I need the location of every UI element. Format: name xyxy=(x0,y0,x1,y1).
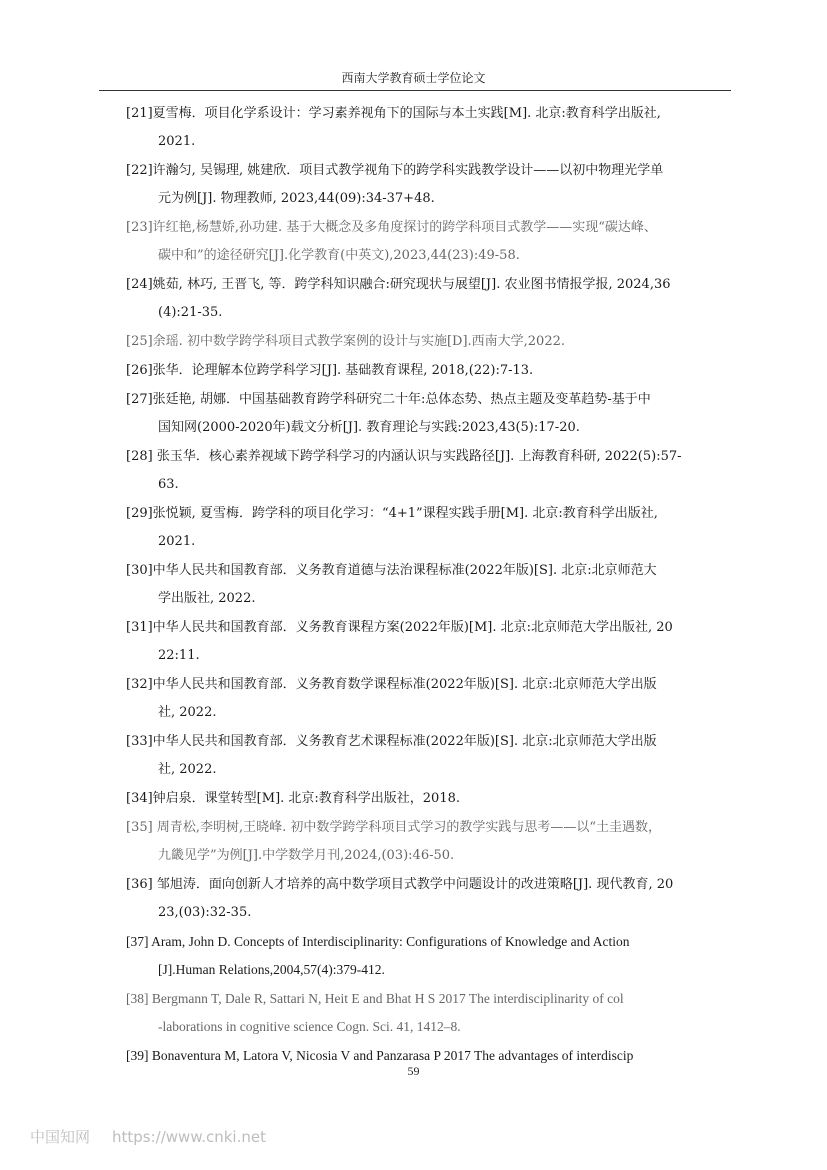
reference-item xyxy=(126,386,726,442)
header-title: 西南大学教育硕士学位论文 xyxy=(341,71,486,85)
reference-item xyxy=(126,357,726,385)
reference-continuation: [J].Human Relations,2004,57(4):379-412. xyxy=(158,962,385,977)
reference-text: [35] 周青松,李明树,王晓峰. 初中数学跨学科项目式学习的教学实践与思考——以“土圭遇数， xyxy=(126,820,661,835)
reference-continuation: 元为例[J]. 物理教师, 2023,44(09):34-37+48. xyxy=(158,191,435,206)
reference-item xyxy=(126,328,726,356)
reference-text: [30]中华人民共和国教育部．义务教育道德与法治课程标准(2022年版)[S]. 北京:北京师范大 xyxy=(126,563,657,578)
reference-item xyxy=(126,271,726,327)
reference-item xyxy=(126,614,726,670)
reference-text: [31]中华人民共和国教育部．义务教育课程方案(2022年版)[M]. 北京:北京师范大学出版社, 20 xyxy=(126,620,673,635)
reference-continuation: 学出版社, 2022. xyxy=(158,591,256,606)
reference-continuation: (4):21-35. xyxy=(158,305,223,320)
reference-text: [34]钟启泉．课堂转型[M]. 北京:教育科学出版社，2018. xyxy=(126,791,461,806)
reference-text: [24]姚茹, 林巧, 王晋飞, 等．跨学科知识融合:研究现状与展望[J]. 农业图书情报学报, 2024,36 xyxy=(126,277,671,292)
reference-text: [21]夏雪梅．项目化学系设计：学习素养视角下的国际与本土实践[M]. 北京:教育科学出版社, xyxy=(126,106,661,121)
reference-continuation: 22:11. xyxy=(158,648,200,663)
watermark-brand: 中国知网 xyxy=(30,1128,91,1146)
watermark-url: https://www.cnki.net xyxy=(112,1128,266,1146)
reference-text: [33]中华人民共和国教育部．义务教育艺术课程标准(2022年版)[S]. 北京:北京师范大学出版 xyxy=(126,734,657,749)
reference-continuation: -laborations in cognitive science Cogn. Sci. 41, 1412–8. xyxy=(158,1019,461,1034)
reference-item xyxy=(126,500,726,556)
reference-item xyxy=(126,671,726,727)
reference-item xyxy=(126,728,726,784)
reference-item xyxy=(126,871,726,927)
reference-continuation: 63. xyxy=(158,477,179,492)
reference-text: [25]余瑶. 初中数学跨学科项目式教学案例的设计与实施[D].西南大学,2022. xyxy=(126,334,565,349)
reference-item xyxy=(126,443,726,499)
reference-continuation: 九畿见学”为例[J].中学数学月刊,2024,(03):46-50. xyxy=(158,848,455,863)
page-number xyxy=(0,1064,827,1079)
reference-item xyxy=(126,985,726,1041)
reference-item xyxy=(126,557,726,613)
reference-item xyxy=(126,214,726,270)
reference-continuation: 社, 2022. xyxy=(158,762,217,777)
reference-text: [39] Bonaventura M, Latora V, Nicosia V and Panzarasa P 2017 The advantages of interdiscip xyxy=(126,1048,634,1063)
reference-text: [22]许瀚匀, 吴锡理, 姚建欣．项目式教学视角下的跨学科实践教学设计——以初中物理光学单 xyxy=(126,163,664,178)
reference-item xyxy=(126,785,726,813)
cnki-watermark xyxy=(30,1126,266,1147)
reference-continuation: 2021. xyxy=(158,534,196,549)
reference-item xyxy=(126,157,726,213)
reference-text: [23]许红艳,杨慧娇,孙功建. 基于大概念及多角度探讨的跨学科项目式教学——实现“碳达峰、 xyxy=(126,220,657,235)
reference-continuation: 2021. xyxy=(158,134,196,149)
reference-text: [32]中华人民共和国教育部．义务教育数学课程标准(2022年版)[S]. 北京:北京师范大学出版 xyxy=(126,677,657,692)
reference-item xyxy=(126,100,726,156)
reference-text: [27]张廷艳, 胡娜．中国基础教育跨学科研究二十年:总体态势、热点主题及变革趋势-基于中 xyxy=(126,392,651,407)
reference-continuation: 国知网(2000-2020年)载文分析[J]. 教育理论与实践:2023,43(5):17-20. xyxy=(158,420,580,435)
reference-text: [26]张华．论理解本位跨学科学习[J]. 基础教育课程, 2018,(22):7-13. xyxy=(126,363,534,378)
reference-text: [29]张悦颖, 夏雪梅．跨学科的项目化学习：“4+1”课程实践手册[M]. 北京:教育科学出版社, xyxy=(126,506,658,521)
reference-continuation: 碳中和”的途径研究[J].化学教育(中英文),2023,44(23):49-58. xyxy=(158,248,520,263)
reference-text: [28] 张玉华．核心素养视域下跨学科学习的内涵认识与实践路径[J]. 上海教育科研, 2022(5):57- xyxy=(126,449,682,464)
reference-item xyxy=(126,814,726,870)
page-number-text: 59 xyxy=(407,1064,420,1078)
reference-continuation: 23,(03):32-35. xyxy=(158,905,252,920)
reference-text: [36] 邹旭涛．面向创新人才培养的高中数学项目式教学中问题设计的改进策略[J]. 现代教育, 20 xyxy=(126,877,674,892)
reference-text: [37] Aram, John D. Concepts of Interdisciplinarity: Configurations of Knowledge and Action xyxy=(126,934,630,949)
reference-item xyxy=(126,928,726,984)
reference-text: [38] Bergmann T, Dale R, Sattari N, Heit E and Bhat H S 2017 The interdisciplinarity of col xyxy=(126,991,624,1006)
reference-list xyxy=(126,100,726,1071)
running-header xyxy=(0,70,827,86)
reference-continuation: 社, 2022. xyxy=(158,705,217,720)
header-divider xyxy=(99,90,731,91)
